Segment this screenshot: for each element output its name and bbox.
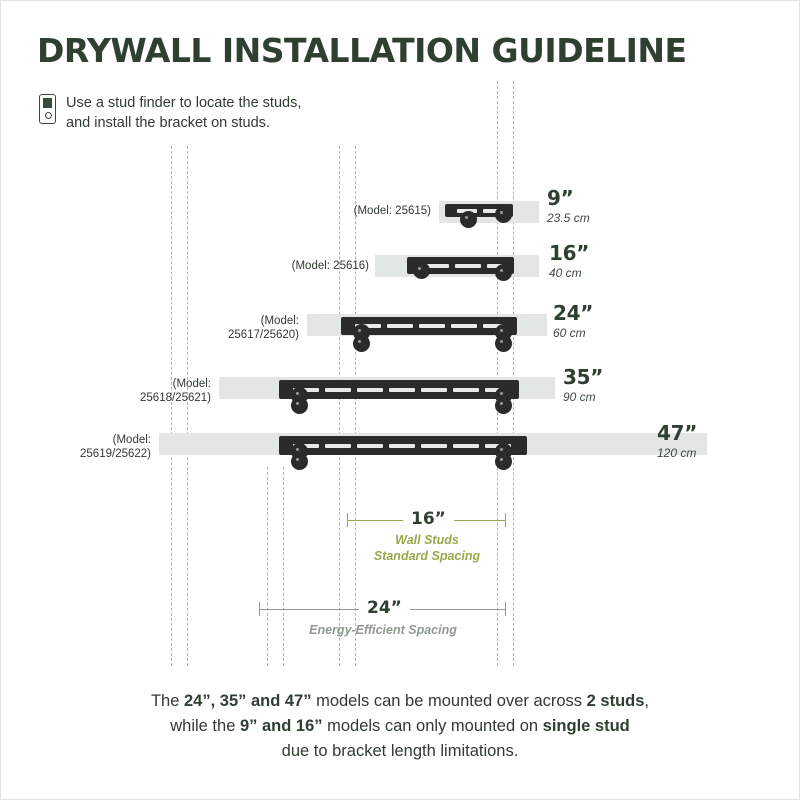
size-label-9in xyxy=(547,186,590,225)
measure-sub-line-2: Standard Spacing xyxy=(373,548,481,563)
measure-sub-line-1: Energy-Efficient Spacing xyxy=(309,623,457,637)
size-label-47in xyxy=(657,421,697,460)
page-title: DRYWALL INSTALLATION GUIDELINE xyxy=(37,31,687,70)
stud-line-7 xyxy=(497,81,498,666)
bracket-slot xyxy=(389,388,415,392)
footer-note xyxy=(41,689,759,764)
footer-l1-c: models can be mounted over across xyxy=(311,692,587,710)
bracket-slot xyxy=(455,264,481,268)
bracket-bolt xyxy=(291,397,308,414)
bracket-bolt xyxy=(495,206,512,223)
footer-l1-a: The xyxy=(150,692,184,710)
bracket-slot xyxy=(451,324,477,328)
bracket-slot xyxy=(453,388,479,392)
bracket-bolt xyxy=(460,211,477,228)
footer-l1-d: 2 studs xyxy=(586,692,645,710)
model-label-line-1: (Model: xyxy=(172,378,211,390)
measure-value-24in: 24” xyxy=(359,598,410,618)
bracket-slot xyxy=(325,444,351,448)
footer-l2-d: single stud xyxy=(542,717,630,736)
measure-sub-24in xyxy=(259,623,507,639)
measure-cap-right-16in xyxy=(505,513,506,527)
size-inch: 9” xyxy=(547,186,574,210)
size-inch: 24” xyxy=(553,301,594,325)
size-inch: 35” xyxy=(563,365,604,389)
diagram-canvas xyxy=(1,1,800,801)
bracket-slot xyxy=(453,444,479,448)
bracket-bolt xyxy=(495,335,512,352)
stud-line-8 xyxy=(513,81,514,666)
footer-l2-a: while the xyxy=(170,717,240,736)
model-label-line-2: 25617/25620) xyxy=(228,329,299,342)
size-inch: 47” xyxy=(657,421,698,445)
measure-sub-16in xyxy=(347,533,507,564)
model-label-line-2: 25618/25621) xyxy=(140,392,211,405)
size-label-35in xyxy=(563,365,603,404)
footer-l2-b: 9” and 16” xyxy=(239,717,323,736)
measure-value-16in: 16” xyxy=(403,509,454,529)
model-label-line-1: (Model: xyxy=(112,434,151,446)
bracket-slot xyxy=(421,388,447,392)
model-label-9in: (Model: 25615) xyxy=(353,205,431,217)
measure-sub-line-1: Wall Studs xyxy=(395,533,459,547)
note-line-1: Use a stud finder to locate the studs, xyxy=(66,95,302,111)
stud-line-5 xyxy=(339,146,340,666)
footer-l1-e: , xyxy=(644,692,650,710)
size-cm: 60 cm xyxy=(553,326,586,340)
model-label-line-1: (Model: xyxy=(260,315,299,327)
measure-cap-right-24in xyxy=(505,602,506,616)
measure-cap-left-24in xyxy=(259,602,260,616)
measure-cap-left-16in xyxy=(347,513,348,527)
bracket-35in xyxy=(279,380,519,399)
note-line-2: and install the bracket on studs. xyxy=(66,115,270,131)
footer-l2-c: models can only mounted on xyxy=(322,717,543,736)
size-cm: 120 cm xyxy=(657,446,697,460)
bracket-slot xyxy=(357,388,383,392)
bracket-slot xyxy=(387,324,413,328)
footer-line-2 xyxy=(41,714,759,739)
bracket-bolt xyxy=(495,264,512,281)
footer-line-1 xyxy=(41,689,759,714)
footer-line-3: due to bracket length limitations. xyxy=(281,742,519,761)
model-label-47in xyxy=(23,433,151,462)
bracket-bolt xyxy=(495,453,512,470)
stud-line-2 xyxy=(187,146,188,666)
bracket-47in xyxy=(279,436,527,455)
model-label-24in xyxy=(171,314,299,343)
model-label-16in: (Model: 25616) xyxy=(291,260,369,272)
model-label-35in xyxy=(83,377,211,406)
bracket-slot xyxy=(389,444,415,448)
bracket-slot xyxy=(357,444,383,448)
size-cm: 23.5 cm xyxy=(547,211,590,225)
bracket-slot xyxy=(419,324,445,328)
model-label-line-2: 25619/25622) xyxy=(80,448,151,461)
size-inch: 16” xyxy=(549,241,590,265)
size-cm: 40 cm xyxy=(549,266,582,280)
bracket-slot xyxy=(325,388,351,392)
size-label-24in xyxy=(553,301,593,340)
stud-line-6 xyxy=(355,146,356,666)
bracket-bolt xyxy=(413,262,430,279)
bracket-bolt xyxy=(353,335,370,352)
size-label-16in xyxy=(549,241,589,280)
footer-l1-b: 24”, 35” and 47” xyxy=(184,692,312,710)
bracket-slot xyxy=(421,444,447,448)
size-cm: 90 cm xyxy=(563,390,596,404)
bracket-bolt xyxy=(495,397,512,414)
bracket-bolt xyxy=(291,453,308,470)
stud-line-1 xyxy=(171,146,172,666)
